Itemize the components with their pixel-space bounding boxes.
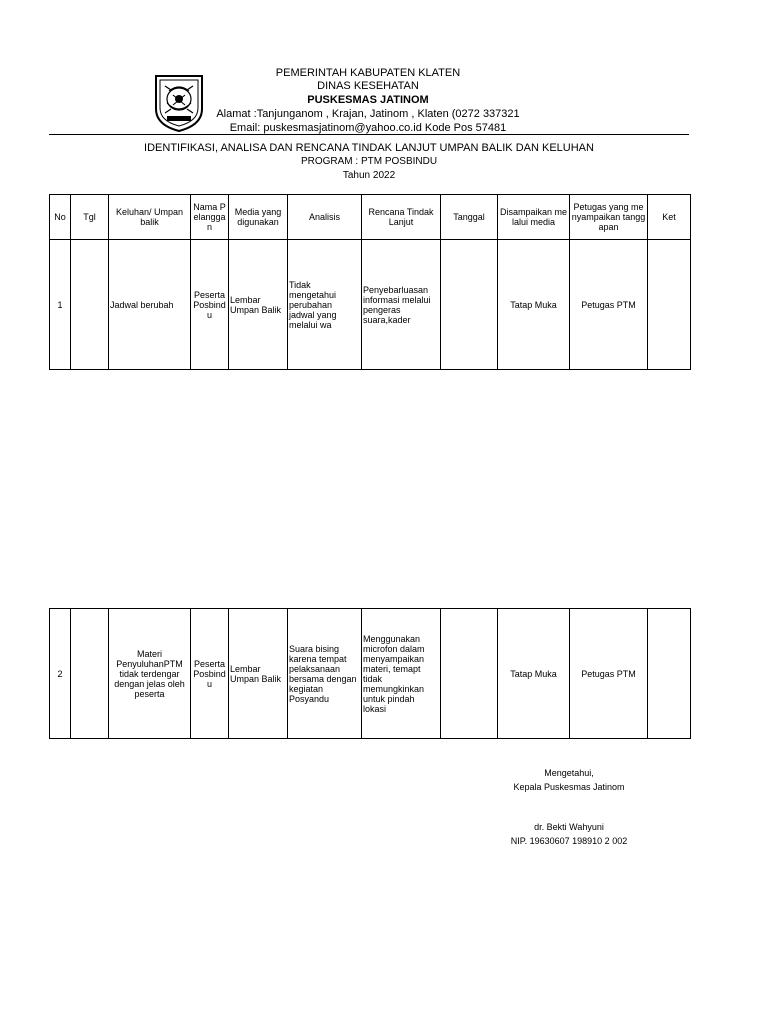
header-petugas: Petugas yang menyampaikan tanggapan — [570, 195, 648, 240]
header-rencana: Rencana Tindak Lanjut — [362, 195, 441, 240]
header-analisis: Analisis — [288, 195, 362, 240]
table-row — [50, 609, 691, 739]
cell-keluhan: Jadwal berubah — [109, 240, 191, 370]
header-nama-pelanggan: Nama Pelanggan — [191, 195, 229, 240]
header-tgl: Tgl — [71, 195, 109, 240]
year-title: Tahun 2022 — [342, 170, 396, 181]
table-header-row — [50, 195, 691, 240]
cell-analisis: Suara bising karena tempat pelaksanaan bersama dengan kegiatan Posyandu — [288, 609, 362, 739]
cell-tgl — [71, 240, 109, 370]
program-title: PROGRAM : PTM POSBINDU — [300, 156, 438, 167]
klaten-emblem-icon — [153, 73, 205, 133]
cell-nama: Peserta Posbindu — [191, 240, 229, 370]
header-disampaikan: Disampaikan melalui media — [498, 195, 570, 240]
cell-keluhan: Materi PenyuluhanPTM tidak terdengar dengan jelas oleh peserta — [109, 609, 191, 739]
cell-disampaikan: Tatap Muka — [498, 609, 570, 739]
header-tanggal: Tanggal — [441, 195, 498, 240]
signature-nip: NIP. 19630607 198910 2 002 — [510, 836, 628, 846]
cell-no: 1 — [50, 240, 71, 370]
email-text: Email: puskesmasjatinom@yahoo.co.id Kode Pos 57481 — [229, 122, 507, 134]
cell-disampaikan: Tatap Muka — [498, 240, 570, 370]
document-title: IDENTIFIKASI, ANALISA DAN RENCANA TINDAK LANJUT UMPAN BALIK DAN KELUHAN — [144, 142, 594, 154]
signature-name: dr. Bekti Wahyuni — [534, 822, 604, 832]
cell-petugas: Petugas PTM — [570, 240, 648, 370]
cell-ket — [648, 609, 691, 739]
cell-nama: Peserta Posbindu — [191, 609, 229, 739]
header-media: Media yang digunakan — [229, 195, 288, 240]
signature-position: Kepala Puskesmas Jatinom — [513, 782, 625, 792]
signature-known: Mengetahui, — [544, 768, 594, 778]
cell-media: Lembar Umpan Balik — [229, 609, 288, 739]
puskesmas-name: PUSKESMAS JATINOM — [307, 94, 429, 106]
cell-rencana: Menggunakan microfon dalam menyampaikan materi, temapt tidak memungkinkan untuk pindah lokasi — [362, 609, 441, 739]
cell-media: Lembar Umpan Balik — [229, 240, 288, 370]
table-row — [50, 240, 691, 370]
header-no: No — [50, 195, 71, 240]
header-ket: Ket — [648, 195, 691, 240]
header-keluhan: Keluhan/ Umpan balik — [109, 195, 191, 240]
cell-petugas: Petugas PTM — [570, 609, 648, 739]
cell-tgl — [71, 609, 109, 739]
cell-tanggal — [441, 609, 498, 739]
cell-rencana: Penyebarluasan informasi melalui pengeras suara,kader — [362, 240, 441, 370]
address-text: Alamat :Tanjunganom , Krajan, Jatinom , Klaten (0272 337321 — [216, 108, 520, 120]
cell-no: 2 — [50, 609, 71, 739]
agency-name: DINAS KESEHATAN — [317, 80, 419, 92]
letterhead-divider — [49, 134, 689, 135]
cell-tanggal — [441, 240, 498, 370]
cell-ket — [648, 240, 691, 370]
cell-analisis: Tidak mengetahui perubahan jadwal yang melalui wa — [288, 240, 362, 370]
regency-name: PEMERINTAH KABUPATEN KLATEN — [275, 67, 461, 79]
feedback-table — [49, 194, 691, 370]
feedback-table-continued — [49, 608, 691, 739]
